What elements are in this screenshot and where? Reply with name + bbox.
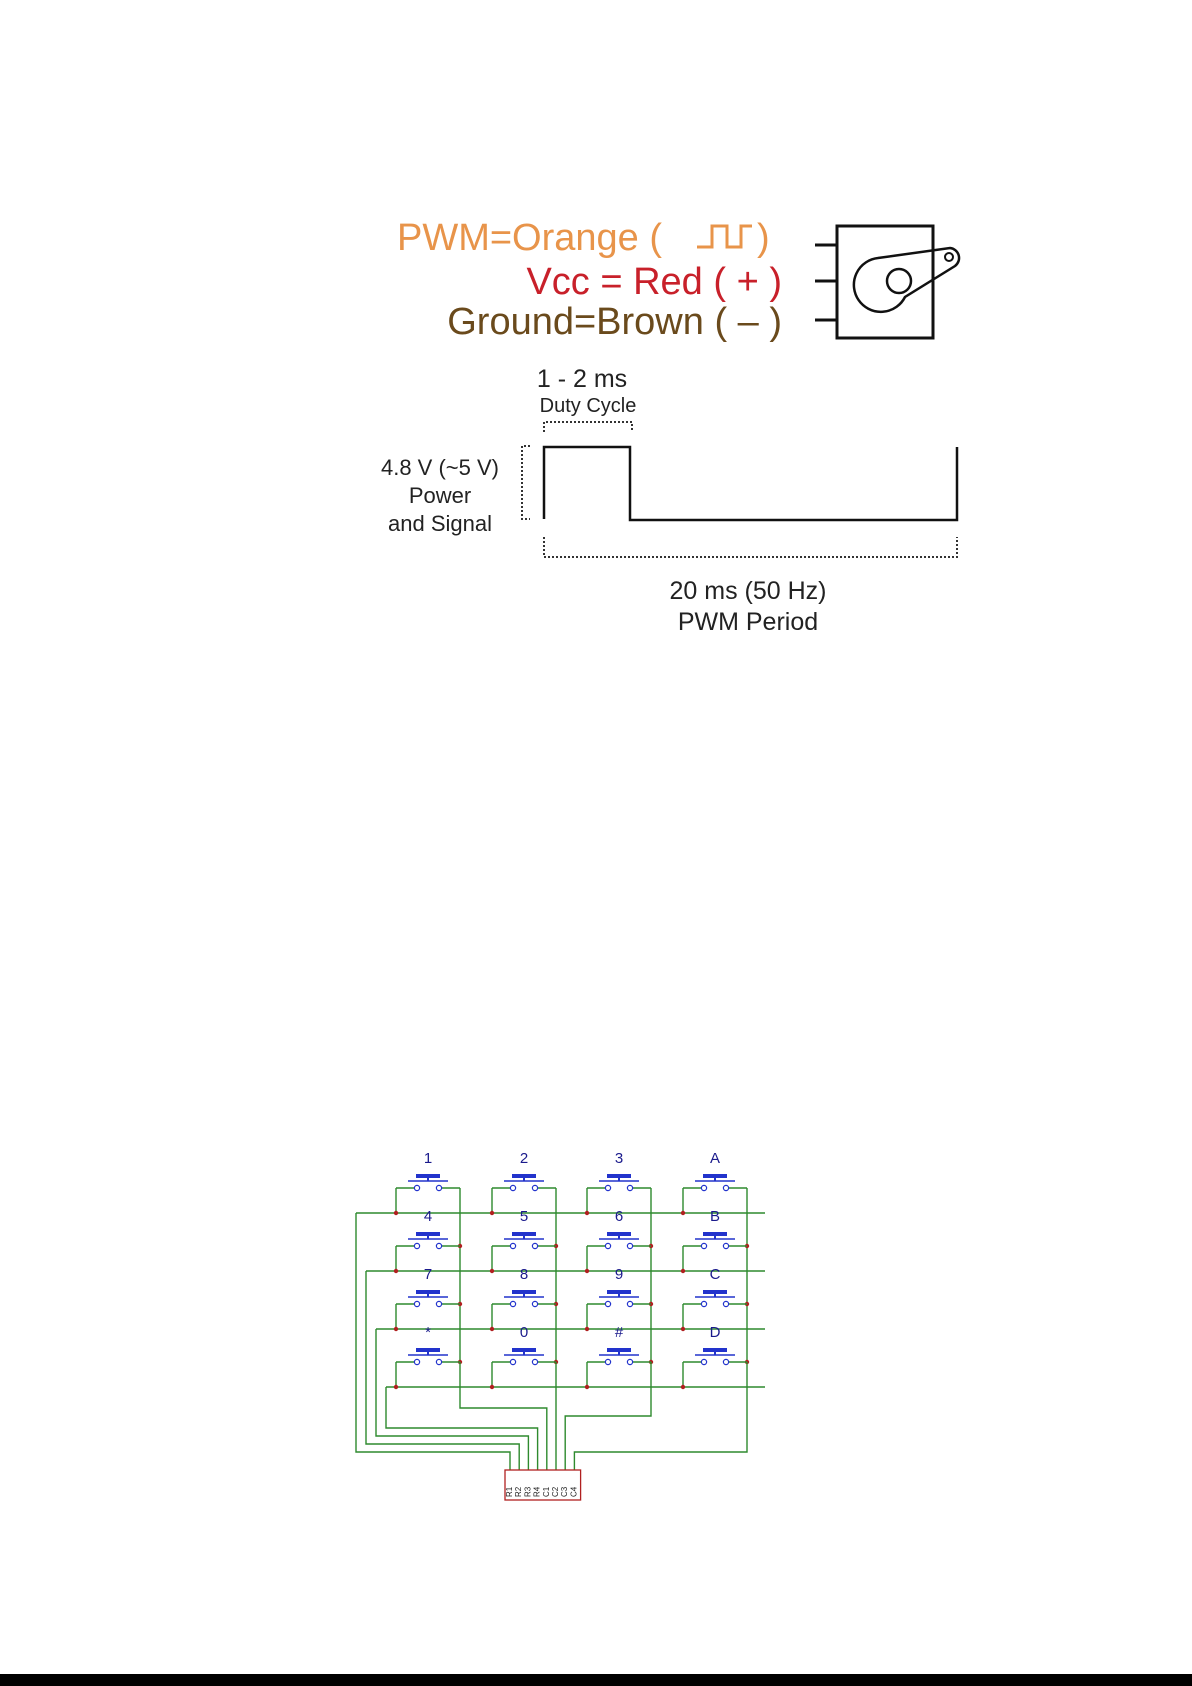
keypad-keys bbox=[396, 1150, 747, 1365]
junction-node bbox=[490, 1327, 494, 1331]
junction-node bbox=[681, 1269, 685, 1273]
key-switch-1 bbox=[396, 1150, 460, 1191]
key-label: C bbox=[709, 1266, 721, 1283]
page-bottom-rule bbox=[0, 1674, 1192, 1686]
junction-node bbox=[490, 1385, 494, 1389]
connector-pin-c4: C4 bbox=[569, 1486, 579, 1497]
junction-node bbox=[394, 1385, 398, 1389]
switch-plunger bbox=[512, 1290, 536, 1294]
connector-pin-c3: C3 bbox=[560, 1486, 570, 1497]
connector-pin-c1: C1 bbox=[541, 1486, 551, 1497]
voltage-signal-label: and Signal bbox=[388, 511, 492, 536]
key-label: B bbox=[709, 1208, 721, 1225]
key-label: D bbox=[709, 1324, 721, 1341]
key-switch-5 bbox=[492, 1208, 556, 1249]
key-switch-C bbox=[683, 1266, 747, 1307]
key-switch-4 bbox=[396, 1208, 460, 1249]
row-route-4 bbox=[386, 1387, 538, 1470]
duty-cycle-value: 1 - 2 ms bbox=[536, 365, 628, 393]
column-route-1 bbox=[460, 1362, 547, 1470]
key-label: # bbox=[614, 1324, 624, 1341]
key-switch-6 bbox=[587, 1208, 651, 1249]
junction-node bbox=[585, 1385, 589, 1389]
junction-node bbox=[585, 1327, 589, 1331]
switch-plunger bbox=[607, 1348, 631, 1352]
ground-wire-label: Ground=Brown ( – ) bbox=[447, 301, 782, 343]
junction-node bbox=[490, 1269, 494, 1273]
duty-cycle-label: Duty Cycle bbox=[539, 395, 637, 417]
connector-pin-r1: R1 bbox=[505, 1486, 514, 1497]
switch-plunger bbox=[512, 1232, 536, 1236]
row-route-2 bbox=[366, 1271, 519, 1470]
junction-node bbox=[681, 1327, 685, 1331]
key-label: A bbox=[709, 1150, 721, 1167]
junction-node bbox=[394, 1269, 398, 1273]
switch-plunger bbox=[703, 1174, 727, 1178]
key-label: 5 bbox=[519, 1208, 529, 1225]
key-label: 3 bbox=[614, 1150, 624, 1167]
key-label: 8 bbox=[519, 1266, 529, 1283]
switch-plunger bbox=[416, 1290, 440, 1294]
key-switch-0 bbox=[492, 1324, 556, 1365]
key-switch-9 bbox=[587, 1266, 651, 1307]
switch-plunger bbox=[703, 1348, 727, 1352]
key-label: 2 bbox=[519, 1150, 529, 1167]
connector-pin-r4: R4 bbox=[532, 1486, 542, 1497]
switch-plunger bbox=[703, 1232, 727, 1236]
connector-pin-c2: C2 bbox=[551, 1486, 560, 1497]
key-label: 7 bbox=[423, 1266, 433, 1283]
switch-plunger bbox=[607, 1174, 631, 1178]
junction-node bbox=[585, 1269, 589, 1273]
key-label: 1 bbox=[423, 1150, 433, 1167]
key-label: 4 bbox=[423, 1208, 433, 1225]
junction-node bbox=[394, 1327, 398, 1331]
junction-node bbox=[681, 1211, 685, 1215]
row-route-3 bbox=[376, 1329, 528, 1470]
switch-plunger bbox=[416, 1174, 440, 1178]
connector-pin-r2: R2 bbox=[514, 1486, 524, 1497]
key-label: * bbox=[425, 1324, 431, 1341]
row-route-1 bbox=[356, 1213, 510, 1470]
key-switch-7 bbox=[396, 1266, 460, 1307]
keypad-wires bbox=[356, 1188, 765, 1470]
voltage-power-label: Power bbox=[408, 483, 472, 508]
key-switch-# bbox=[587, 1324, 651, 1365]
key-label: 0 bbox=[519, 1324, 529, 1341]
junction-node bbox=[490, 1211, 494, 1215]
key-label: 6 bbox=[614, 1208, 624, 1225]
key-switch-2 bbox=[492, 1150, 556, 1191]
key-switch-3 bbox=[587, 1150, 651, 1191]
connector-pin-r3: R3 bbox=[523, 1486, 533, 1497]
key-switch-D bbox=[683, 1324, 747, 1365]
pwm-wire-label: PWM=Orange ( bbox=[397, 217, 663, 259]
period-value: 20 ms (50 Hz) bbox=[669, 577, 827, 605]
switch-plunger bbox=[607, 1290, 631, 1294]
key-switch-A bbox=[683, 1150, 747, 1191]
switch-plunger bbox=[703, 1290, 727, 1294]
vcc-wire-label: Vcc = Red ( + ) bbox=[526, 261, 782, 303]
switch-plunger bbox=[416, 1232, 440, 1236]
key-switch-8 bbox=[492, 1266, 556, 1307]
switch-plunger bbox=[512, 1348, 536, 1352]
junction-node bbox=[394, 1211, 398, 1215]
switch-plunger bbox=[416, 1348, 440, 1352]
period-label: PWM Period bbox=[677, 608, 819, 636]
junction-node bbox=[585, 1211, 589, 1215]
column-route-3 bbox=[565, 1362, 651, 1470]
junction-node bbox=[681, 1385, 685, 1389]
keypad-connector bbox=[505, 1470, 581, 1500]
key-switch-* bbox=[396, 1324, 460, 1365]
pwm-wire-close: ) bbox=[757, 217, 770, 259]
key-switch-B bbox=[683, 1208, 747, 1249]
voltage-value: 4.8 V (~5 V) bbox=[380, 455, 500, 480]
switch-plunger bbox=[607, 1232, 631, 1236]
switch-plunger bbox=[512, 1174, 536, 1178]
key-label: 9 bbox=[614, 1266, 624, 1283]
